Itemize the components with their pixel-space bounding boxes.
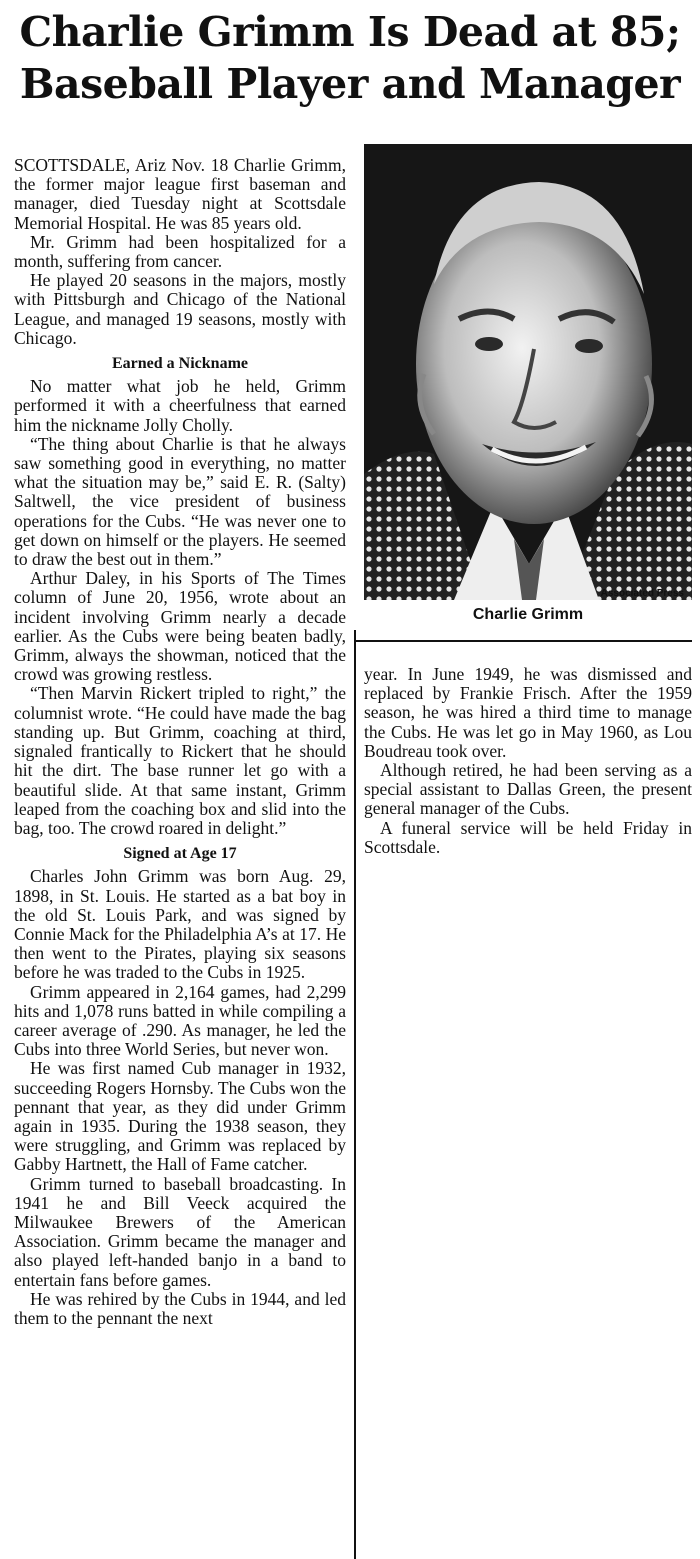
paragraph: Arthur Daley, in his Sports of The Times column of June 20, 1956, wrote about an incident involving Grimm nearly a decade earlier. As the Cubs were being beaten badly, Grimm, always the showman, noticed that the crowd was growing restless.	[14, 568, 346, 685]
paragraph: Grimm appeared in 2,164 games, had 2,299 hits and 1,078 runs batted in while compiling a career average of .290. As manager, he led the Cubs into three World Series, but never won.	[14, 981, 346, 1060]
photo-credit: Associated Press	[600, 588, 684, 599]
jump-rule	[356, 640, 692, 642]
subheading: Signed at Age 17	[123, 845, 237, 863]
photo-caption: Charlie Grimm	[472, 606, 584, 623]
paragraph: No matter what job he held, Grimm performed it with a cheerfulness that earned him the nickname Jolly Cholly.	[14, 376, 346, 435]
portrait-photo	[364, 144, 692, 600]
paragraph: SCOTTSDALE, Ariz Nov. 18 Charlie Grimm, the former major league first baseman and manager, died Tuesday night at Scottsdale Memorial Hospital. He was 85 years old.	[14, 155, 346, 233]
paragraph: year. In June 1949, he was dismissed and replaced by Frankie Frisch. After the 1959 season, he was hired a third time to manage the Cubs. He was let go in May 1960, as Lou Boudreau took over.	[364, 664, 692, 761]
paragraph: Although retired, he had been serving as a special assistant to Dallas Green, the present general manager of the Cubs.	[364, 760, 692, 819]
paragraph: Grimm turned to baseball broadcasting. In 1941 he and Bill Veeck acquired the Milwaukee Brewers of the American Association. Grimm became the manager and also played left-handed banjo in a band to entertain fans before games.	[14, 1173, 346, 1290]
article-right-column	[364, 665, 692, 857]
portrait-illustration	[364, 144, 692, 600]
headline-line-2: Baseball Player and Manager	[19, 60, 681, 108]
paragraph: He was first named Cub manager in 1932, succeeding Rogers Hornsby. The Cubs won the pennant that year, as they did under Grimm again in 1935. During the 1938 season, they were struggling, and Grimm was replaced by Gabby Hartnett, the Hall of Fame catcher.	[14, 1058, 346, 1175]
article-left-column	[14, 156, 346, 1328]
paragraph: “The thing about Charlie is that he always saw something good in everything, no matter what the situation may be,” said E. R. (Salty) Saltwell, the vice president of business operations for the Cubs. “He was never one to get down on himself or the players. He seemed to draw the best out in them.”	[14, 433, 346, 570]
headline-line-1: Charlie Grimm Is Dead at 85;	[19, 8, 681, 56]
paragraph: He was rehired by the Cubs in 1944, and led them to the pennant the next	[14, 1288, 346, 1328]
subheading: Earned a Nickname	[112, 355, 248, 373]
paragraph: A funeral service will be held Friday in Scottsdale.	[364, 817, 692, 857]
paragraph: Mr. Grimm had been hospitalized for a month, suffering from cancer.	[14, 231, 346, 272]
paragraph: Charles John Grimm was born Aug. 29, 1898, in St. Louis. He started as a bat boy in the old St. Louis Park, and was signed by Connie Mack for the Philadelphia A’s at 17. He then went to the Pirates, playing six seasons before he was traded to the Cubs in 1925.	[14, 866, 346, 983]
headline	[0, 6, 700, 110]
column-divider	[354, 630, 356, 1559]
paragraph: He played 20 seasons in the majors, mostly with Pittsburgh and Chicago of the National League, and managed 19 seasons, mostly with Chicago.	[14, 270, 346, 348]
paragraph: “Then Marvin Rickert tripled to right,” the columnist wrote. “He could have made the bag standing up. But Grimm, coaching at third, signaled frantically to Rickert that he should hit the dirt. The base runner let go with a beautiful slide. At that same instant, Grimm leaped from the coaching box and slid into the bag, too. The crowd roared in delight.”	[14, 683, 346, 838]
